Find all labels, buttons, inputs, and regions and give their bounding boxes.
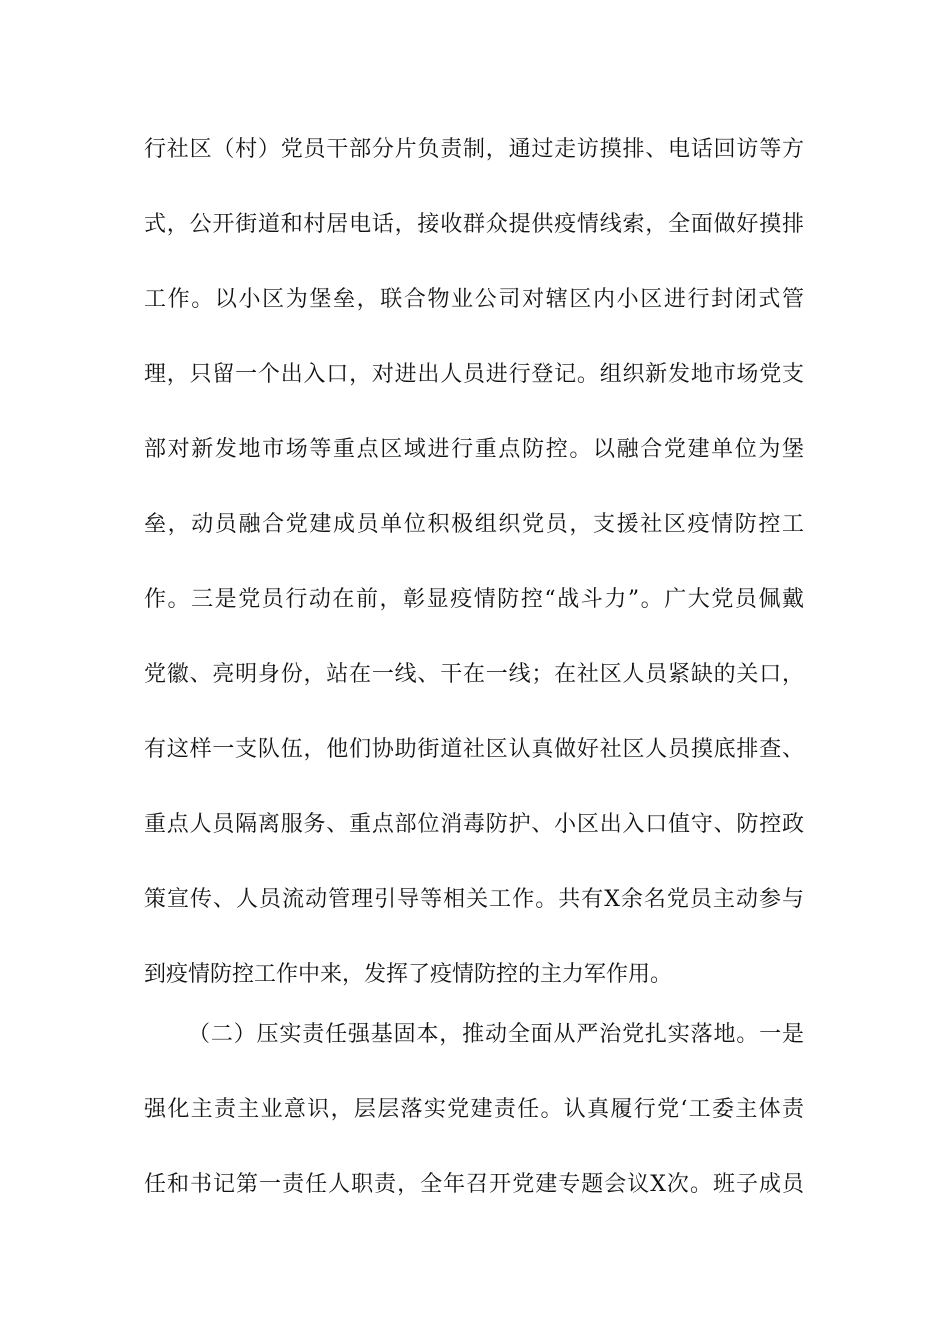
body-line-11: 策宣传、人员流动管理引导等相关工作。共有X余名党员主动参与 — [144, 887, 804, 912]
body-line-3: 工作。以小区为堡垒，联合物业公司对辖区内小区进行封闭式管 — [144, 287, 804, 312]
body-line-12: 到疫情防控工作中来，发挥了疫情防控的主力军作用。 — [144, 962, 673, 987]
body-line-1: 行社区（村）党员干部分片负责制，通过走访摸排、电话回访等方 — [144, 137, 804, 162]
body-line-2: 式，公开街道和村居电话，接收群众提供疫情线索，全面做好摸排 — [144, 212, 804, 237]
body-line-6: 垒，动员融合党建成员单位积极组织党员，支援社区疫情防控工 — [144, 512, 804, 537]
body-line-15: 任和书记第一责任人职责，全年召开党建专题会议X次。班子成员 — [144, 1172, 804, 1197]
body-line-4: 理，只留一个出入口，对进出人员进行登记。组织新发地市场党支 — [144, 362, 804, 387]
section-heading-line: （二）压实责任强基固本，推动全面从严治党扎实落地。一是 — [188, 1022, 804, 1047]
body-line-10: 重点人员隔离服务、重点部位消毒防护、小区出入口值守、防控政 — [144, 812, 804, 837]
body-line-9: 有这样一支队伍，他们协助街道社区认真做好社区人员摸底排查、 — [144, 737, 804, 762]
body-line-8: 党徽、亮明身份，站在一线、干在一线；在社区人员紧缺的关口， — [144, 662, 804, 687]
body-line-14: 强化主责主业意识，层层落实党建责任。认真履行党‘工委主体责 — [144, 1097, 804, 1122]
body-line-5: 部对新发地市场等重点区域进行重点防控。以融合党建单位为堡 — [144, 437, 804, 462]
body-line-7: 作。三是党员行动在前，彰显疫情防控“战斗力”。广大党员佩戴 — [144, 587, 804, 612]
